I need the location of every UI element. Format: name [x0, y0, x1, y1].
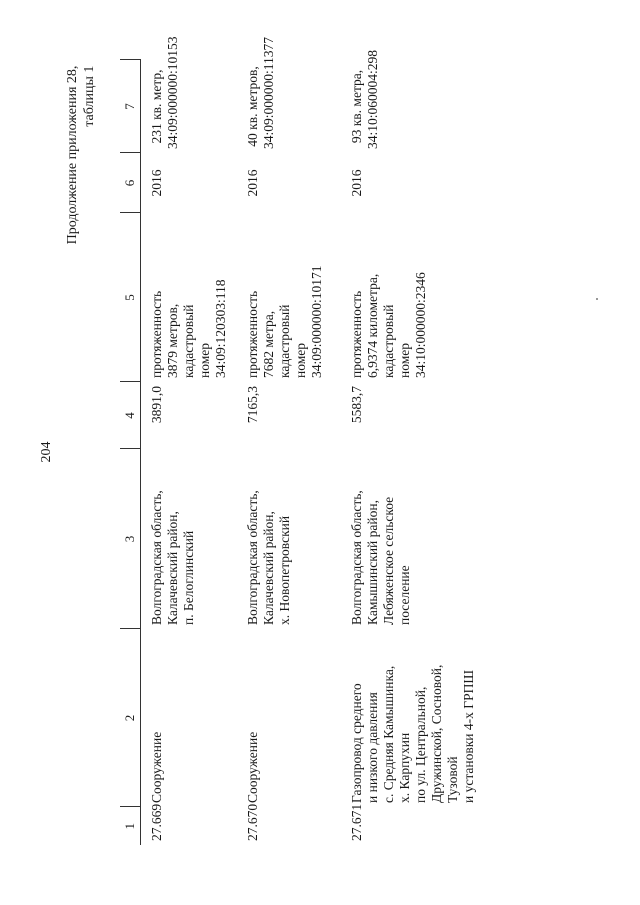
object-year: 2016 [244, 169, 260, 197]
header-col-5: 5 [120, 213, 141, 382]
object-description: протяженность 3879 метров, кадастровый номер 34:09:120303:118 [149, 279, 228, 378]
row-number: 27.670 [244, 803, 260, 841]
header-col-3: 3 [120, 449, 141, 629]
object-value: 3891,0 [149, 386, 164, 424]
object-land-info: 231 кв. метр, 34:09:000000:10153 [149, 36, 180, 149]
object-description: протяженность 7682 метра, кадастровый номер 34:09:000000:10171 [244, 265, 324, 378]
row-number: 27.671 [348, 803, 364, 841]
header-col-6: 6 [120, 153, 141, 213]
continuation-line-1: Продолжение приложения 28, [65, 65, 80, 245]
stray-dot [596, 298, 598, 300]
object-value: 7165,3 [244, 386, 260, 424]
continuation-note [64, 66, 98, 245]
object-description: протяженность 6,9374 километра, кадастровый номер 34:10:000000:2346 [348, 272, 428, 378]
property-table [120, 36, 483, 846]
object-address: Волгоградская область, Камышинский район, Лебяженское сельское поселение [348, 490, 412, 625]
header-col-1: 1 [120, 807, 141, 845]
header-col-2: 2 [120, 629, 141, 807]
object-land-info: 93 кв. метра, 34:10:060004:298 [348, 49, 380, 149]
header-col-7: 7 [120, 60, 141, 153]
object-name: Сооружение [244, 731, 260, 803]
table-row [341, 60, 483, 845]
header-col-4: 4 [120, 382, 141, 449]
page-number: 204 [39, 441, 54, 463]
table-row [141, 60, 237, 845]
header-row [120, 60, 141, 845]
object-name: Сооружение [149, 731, 164, 803]
object-name: Газопровод среднего и низкого давления с. Средняя Камышинка, х. Карпухин по ул. Центральной, Дружинской, Сосновой, Тузовой и установки 4-х ГРПШ [348, 664, 476, 803]
object-address: Волгоградская область, Калачевский район, п. Белоглинский [149, 490, 196, 625]
object-land-info: 40 кв. метров, 34:09:000000:11377 [244, 36, 276, 149]
row-number: 27.669 [149, 803, 164, 841]
table-row [237, 60, 341, 845]
object-value: 5583,7 [348, 386, 364, 424]
rotated-table-wrapper [120, 36, 518, 845]
object-year: 2016 [149, 169, 164, 197]
object-year: 2016 [348, 169, 364, 197]
object-address: Волгоградская область, Калачевский район, х. Новопетровский [244, 490, 292, 625]
continuation-line-2: таблицы 1 [82, 65, 97, 127]
